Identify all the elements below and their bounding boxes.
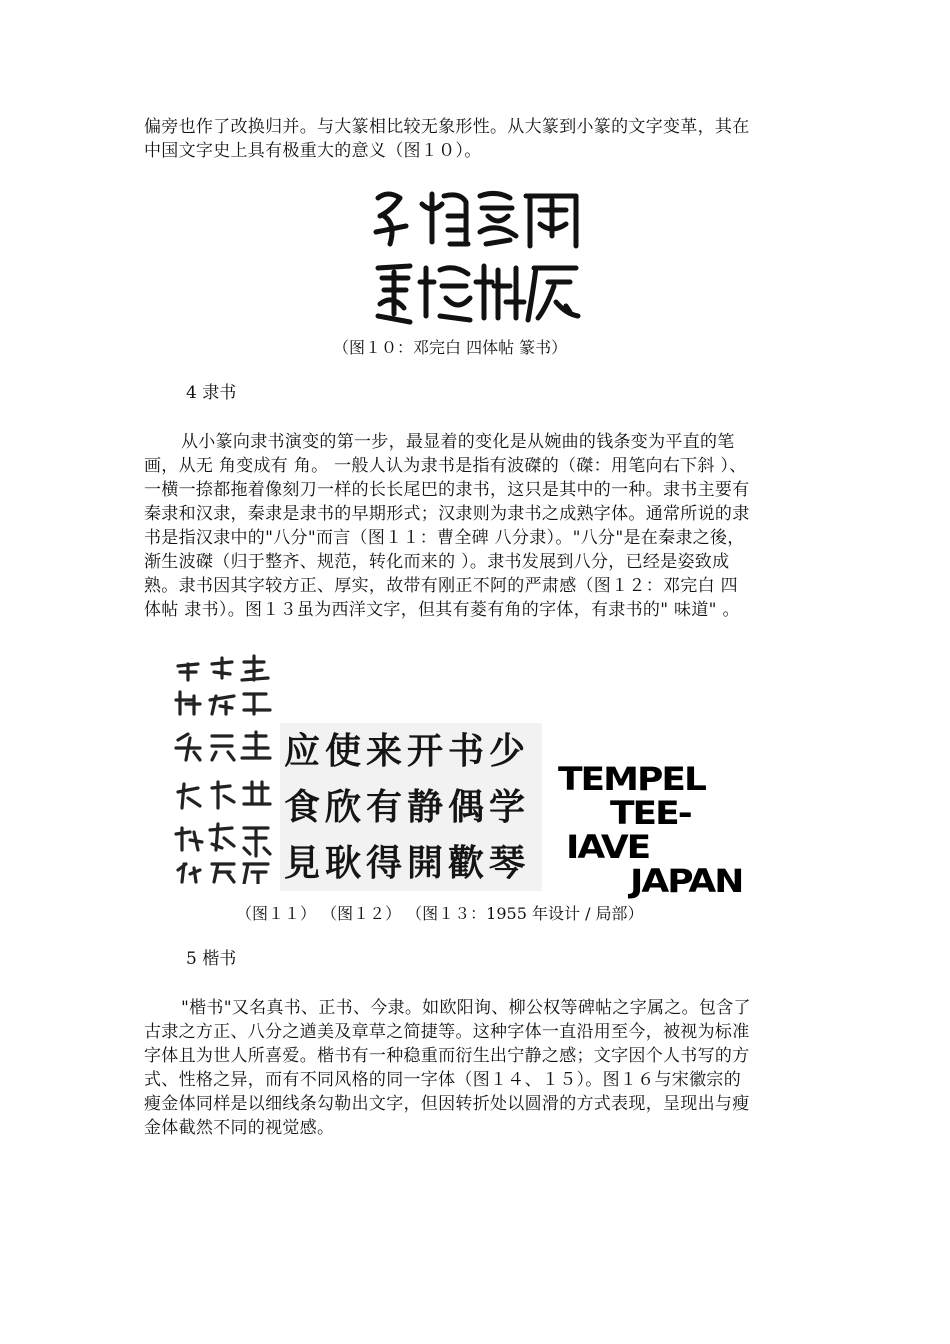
figure-11-glyphs xyxy=(172,652,280,884)
figure-13-line: TEMPEL xyxy=(558,765,705,799)
figure-11-clerical-script-image xyxy=(172,652,280,884)
intro-paragraph xyxy=(144,115,810,163)
text-line: 古隶之方正、八分之遒美及章草之简捷等。这种字体一直沿用至今，被视为标准 xyxy=(144,1022,750,1042)
figure-13-lettering-image xyxy=(558,765,780,901)
figure-10-caption: （图１０：邓完白 四体帖 篆书） xyxy=(333,338,568,357)
section-4-paragraph xyxy=(144,430,810,622)
text-line: 瘦金体同样是以细线条勾勒出文字，但因转折处以圆滑的方式表现，呈现出与瘦 xyxy=(144,1094,750,1114)
seal-script-glyphs xyxy=(370,186,585,331)
figure-10-seal-script-image xyxy=(370,186,585,331)
section-5-paragraph xyxy=(144,996,810,1140)
text-line: 一横一捺都拖着像刻刀一样的长长尾巴的隶书，这只是其中的一种。隶书主要有 xyxy=(144,480,750,500)
figure-12-row: 食欣有静偶学 xyxy=(284,786,531,828)
figure-13-line: TEE- xyxy=(610,795,691,833)
text-line: 秦隶和汉隶，秦隶是隶书的早期形式；汉隶则为隶书之成熟字体。通常所说的隶 xyxy=(144,504,750,524)
text-line: 熟。隶书因其字较方正、厚实，故带有刚正不阿的严肃感（图１２：邓完白 四 xyxy=(144,576,738,596)
text-line: 式、性格之异，而有不同风格的同一字体（图１４、１５）。图１６与宋徽宗的 xyxy=(144,1070,741,1090)
figures-11-13-caption: （图１１） （图１２） （图１３：1955 年设计 / 局部） xyxy=(236,904,644,923)
section-4-heading: 4 隶书 xyxy=(186,383,237,403)
figure-12-row: 应使来开书少 xyxy=(284,730,531,772)
text-line: 中国文字史上具有极重大的意义（图１０）。 xyxy=(144,141,482,161)
text-line: 金体截然不同的视觉感。 xyxy=(144,1118,335,1138)
text-line: 渐生波磔（归于整齐、规范，转化而来的 ）。隶书发展到八分，已经是姿致成 xyxy=(144,552,730,572)
figure-12-clerical-script-image xyxy=(280,723,542,891)
figure-12-row: 見耿得開歡琴 xyxy=(284,842,531,884)
text-line: "楷书"又名真书、正书、今隶。如欧阳询、柳公权等碑帖之字属之。包含了 xyxy=(181,998,751,1018)
text-line: 书是指汉隶中的"八分"而言（图１１：曹全碑 八分隶）。"八分"是在秦隶之後， xyxy=(144,528,745,548)
text-line: 偏旁也作了改换归并。与大篆相比较无象形性。从大篆到小篆的文字变革，其在 xyxy=(144,117,750,137)
text-line: 从小篆向隶书演变的第一步，最显着的变化是从婉曲的钱条变为平直的笔 xyxy=(181,432,735,452)
text-line: 体帖 隶书）。图１３虽为西洋文字，但其有菱有角的字体，有隶书的" 味道" 。 xyxy=(144,600,740,620)
figure-13-line: IAVE xyxy=(566,829,650,867)
figure-13-line: JAPAN xyxy=(630,863,743,901)
text-line: 画，从无 角变成有 角。 一般人认为隶书是指有波磔的（磔：用笔向右下斜 ）、 xyxy=(144,456,747,476)
text-line: 字体且为世人所喜爱。楷书有一种稳重而衍生出宁静之感；文字因个人书写的方 xyxy=(144,1046,750,1066)
section-5-heading: 5 楷书 xyxy=(186,949,237,969)
